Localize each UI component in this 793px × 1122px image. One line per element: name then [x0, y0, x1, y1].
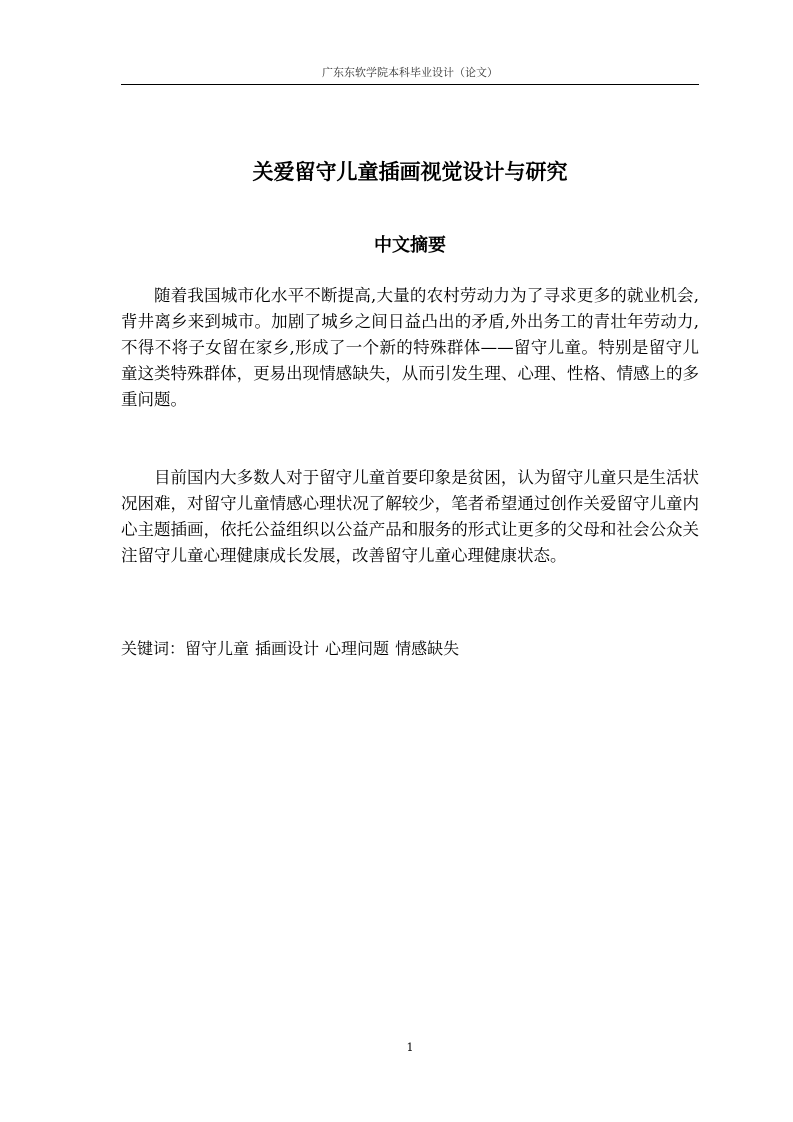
keywords-line: [121, 636, 699, 662]
keyword-item: 留守儿童: [185, 639, 250, 658]
keyword-item: 情感缺失: [395, 639, 460, 658]
paper-title: 关爱留守儿童插画视觉设计与研究: [252, 160, 568, 184]
keywords-label: 关键词：: [121, 639, 186, 658]
running-header: 广东东软学院本科毕业设计（论文）: [322, 66, 498, 79]
keyword-item: 心理问题: [325, 639, 390, 658]
header-rule: [121, 84, 699, 85]
page-number: 1: [406, 1041, 414, 1054]
keyword-item: 插画设计: [255, 639, 320, 658]
abstract-paragraph-1: 随着我国城市化水平不断提高,大量的农村劳动力为了寻求更多的就业机会,背井离乡来到城市。加剧了城乡之间日益凸出的矛盾,外出务工的青壮年劳动力,不得不将子女留在家乡,形成了一个新的特殊群体——留守儿童。特别是留守儿童这类特殊群体，更易出现情感缺失，从而引发生理、心理、性格、情感上的多重问题。: [121, 286, 699, 409]
abstract-paragraph-2: 目前国内大多数人对于留守儿童首要印象是贫困，认为留守儿童只是生活状况困难，对留守儿童情感心理状况了解较少，笔者希望通过创作关爱留守儿童内心主题插画，依托公益组织以公益产品和服务的形式让更多的父母和社会公众关注留守儿童心理健康成长发展，改善留守儿童心理健康状态。: [121, 468, 699, 565]
abstract-heading: 中文摘要: [374, 235, 446, 256]
